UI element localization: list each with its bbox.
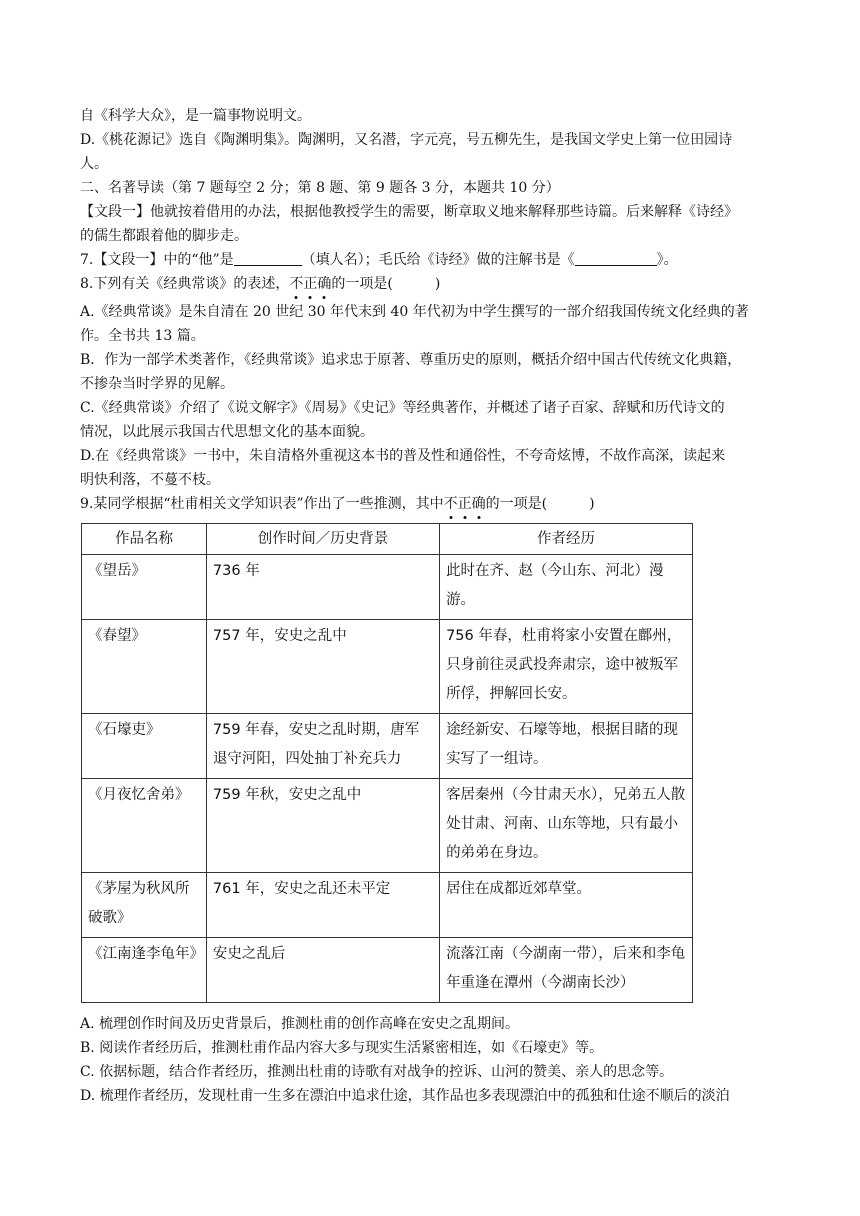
table-header-row bbox=[82, 524, 693, 555]
option-line: A.《经典常谈》是朱自清在 20 世纪 30 年代末到 40 年代初为中学生撰写的一部介绍我国传统文化经典的著 bbox=[80, 304, 749, 320]
question-8 bbox=[80, 272, 780, 296]
q7-text-b: （填人名）；毛氏给《诗经》做的注解书是《 bbox=[301, 252, 575, 268]
emphasis-char: 正 bbox=[303, 272, 317, 296]
table-cell: 759 年春，安史之乱时期，唐军退守河阳，四处抽丁补充兵力 bbox=[206, 714, 439, 779]
emphasis-char: 确 bbox=[472, 492, 486, 516]
section-heading: 二、名著导读（第 7 题每空 2 分；第 8 题、第 9 题各 3 分，本题共 10 分） bbox=[80, 180, 560, 196]
table-cell: 761 年，安史之乱还未平定 bbox=[206, 873, 439, 938]
table-cell: 《石壕吏》 bbox=[82, 714, 207, 779]
option-line: C. 依据标题，结合作者经历，推测出杜甫的诗歌有对战争的控诉、山河的赞美、亲人的思念等。 bbox=[80, 1064, 674, 1080]
passage-line: 【文段一】他就按着借用的办法，根据他教授学生的需要，断章取义地来解释那些诗篇。后来解释《诗经》 bbox=[80, 204, 738, 220]
q7-blank-1[interactable] bbox=[234, 251, 302, 266]
option-line: A. 梳理创作时间及历史背景后，推测杜甫的创作高峰在安史之乱期间。 bbox=[80, 1016, 520, 1032]
question-9 bbox=[80, 492, 780, 516]
emphasis-char: 不 bbox=[289, 272, 303, 296]
text-line: 自《科学大众》，是一篇事物说明文。 bbox=[80, 108, 311, 124]
emphasis-char: 不 bbox=[444, 492, 458, 516]
table-row bbox=[82, 555, 693, 620]
table-row bbox=[82, 779, 693, 873]
option-line: C.《经典常谈》介绍了《说文解字》《周易》《史记》等经典著作，并概述了诸子百家、辞赋和历代诗文的 bbox=[80, 400, 725, 416]
option-line: B. 阅读作者经历后，推测杜甫作品内容大多与现实生活紧密相连，如《石壕吏》等。 bbox=[80, 1040, 604, 1056]
q7-text-a: 7.【文段一】中的“他”是 bbox=[80, 252, 234, 268]
q7-text-c: 》。 bbox=[656, 252, 678, 268]
q9-text-b: 的一项是( ) bbox=[485, 496, 595, 512]
table-cell: 流落江南（今湖南一带），后来和李龟年重逢在潭州（今湖南长沙） bbox=[440, 938, 693, 1003]
table-cell: 客居秦州（今甘肃天水），兄弟五人散处甘肃、河南、山东等地，只有最小的弟弟在身边。 bbox=[440, 779, 693, 873]
table-cell: 《江南逢李龟年》 bbox=[82, 938, 207, 1003]
table-header: 作者经历 bbox=[440, 524, 693, 555]
option-line: B．作为一部学术类著作，《经典常谈》追求忠于原著、尊重历史的原则，概括介绍中国古代传统文化典籍， bbox=[80, 352, 742, 368]
table-row bbox=[82, 873, 693, 938]
passage-line: 的儒生都跟着他的脚步走。 bbox=[80, 228, 248, 244]
du-fu-knowledge-table bbox=[81, 523, 693, 1003]
table-row bbox=[82, 938, 693, 1003]
option-line: D. 梳理作者经历，发现杜甫一生多在漂泊中追求仕途，其作品也多表现漂泊中的孤独和仕途不顺后的淡泊 bbox=[80, 1088, 730, 1104]
table-cell: 《月夜忆舍弟》 bbox=[82, 779, 207, 873]
table-cell: 736 年 bbox=[206, 555, 439, 620]
text-line: D.《桃花源记》选自《陶渊明集》。陶渊明，又名潜，字元亮，号五柳先生，是我国文学史上第一位田园诗 bbox=[80, 132, 733, 148]
table-cell: 途经新安、石壕等地，根据目睹的现实写了一组诗。 bbox=[440, 714, 693, 779]
q9-text-a: 9.某同学根据“杜甫相关文学知识表”作出了一些推测，其中 bbox=[80, 496, 444, 512]
table-cell: 《茅屋为秋风所破歌》 bbox=[82, 873, 207, 938]
table-header: 创作时间／历史背景 bbox=[206, 524, 439, 555]
table-cell: 此时在齐、赵（今山东、河北）漫游。 bbox=[440, 555, 693, 620]
option-line: 情况，以此展示我国古代思想文化的基本面貌。 bbox=[80, 424, 374, 440]
emphasis-char: 确 bbox=[317, 272, 331, 296]
table-cell: 756 年春，杜甫将家小安置在鄜州，只身前往灵武投奔肃宗，途中被叛军所俘，押解回长安。 bbox=[440, 620, 693, 714]
q8-text-a: 8.下列有关《经典常谈》的表述， bbox=[80, 276, 290, 292]
option-line: 不掺杂当时学界的见解。 bbox=[80, 376, 234, 392]
q7-blank-2[interactable] bbox=[575, 251, 657, 266]
table-cell: 759 年秋，安史之乱中 bbox=[206, 779, 439, 873]
option-line: 作。全书共 13 篇。 bbox=[80, 328, 205, 344]
option-line: 明快利落，不蔓不枝。 bbox=[80, 472, 220, 488]
q8-text-b: 的一项是( ) bbox=[331, 276, 441, 292]
text-line: 人。 bbox=[80, 156, 108, 172]
table-row bbox=[82, 714, 693, 779]
table-row bbox=[82, 620, 693, 714]
table-cell: 居住在成都近郊草堂。 bbox=[440, 873, 693, 938]
emphasis-char: 正 bbox=[458, 492, 472, 516]
table-header: 作品名称 bbox=[82, 524, 207, 555]
table-cell: 《望岳》 bbox=[82, 555, 207, 620]
table-cell: 757 年，安史之乱中 bbox=[206, 620, 439, 714]
table-cell: 《春望》 bbox=[82, 620, 207, 714]
question-7 bbox=[80, 248, 780, 272]
option-line: D.在《经典常谈》一书中，朱自清格外重视这本书的普及性和通俗性，不夸奇炫博，不故作高深，读起来 bbox=[80, 448, 726, 464]
table-cell: 安史之乱后 bbox=[206, 938, 439, 1003]
